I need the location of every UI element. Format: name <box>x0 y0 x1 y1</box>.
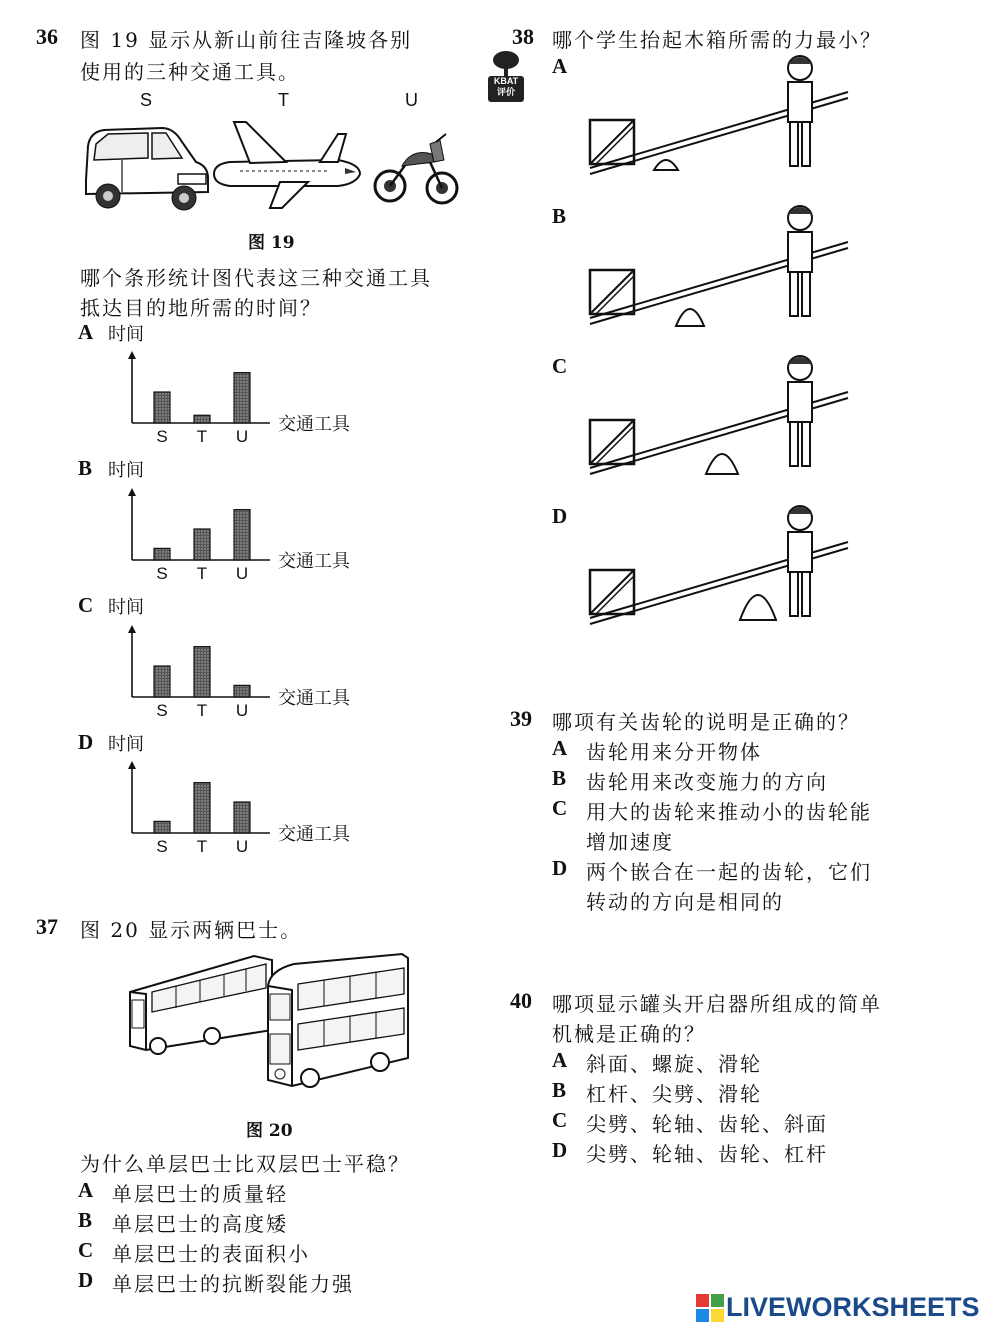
chart-y-axis-arrow <box>128 761 136 769</box>
q38-option-c-letter[interactable]: C <box>552 354 568 378</box>
q37-question: 为什么单层巴士比双层巴士平稳？ <box>80 1152 410 1176</box>
q38-option-d-letter[interactable]: D <box>552 504 568 528</box>
q36-chart-d-xlabel: 交通工具 <box>278 824 350 845</box>
liveworksheets-watermark[interactable]: LIVEWORKSHEETS <box>726 1292 980 1322</box>
tick-label-u: U <box>235 564 249 583</box>
q38-number: 38 <box>512 24 534 49</box>
q40-option-c-letter[interactable]: C <box>552 1108 568 1132</box>
q39-stem: 哪项有关齿轮的说明是正确的？ <box>552 710 860 734</box>
q36-option-c-letter[interactable]: C <box>78 593 94 617</box>
q36-chart-c-xlabel: 交通工具 <box>278 688 350 709</box>
buses-illustration <box>124 950 424 1095</box>
q39-option-b-letter[interactable]: B <box>552 766 567 790</box>
tick-label-u: U <box>235 701 249 720</box>
q40-option-d-letter[interactable]: D <box>552 1138 568 1162</box>
q36-chart-b-ylabel: 时间 <box>108 460 144 481</box>
q38-option-b-lever[interactable] <box>580 200 850 335</box>
q37-option-a-letter[interactable]: A <box>78 1178 94 1202</box>
q37-option-d-letter[interactable]: D <box>78 1268 94 1292</box>
kbat-label: KBAT <box>493 76 519 86</box>
bar-t <box>194 529 210 560</box>
q37-option-a-text[interactable]: 单层巴士的质量轻 <box>112 1182 288 1206</box>
q38-option-b-letter[interactable]: B <box>552 204 567 228</box>
bar-s <box>154 666 170 697</box>
q37-number: 37 <box>36 914 58 939</box>
tree-icon <box>492 50 520 76</box>
chart-y-axis-arrow <box>128 351 136 359</box>
q39-number: 39 <box>510 706 532 731</box>
q36-option-a-letter[interactable]: A <box>78 320 94 344</box>
bar-t <box>194 783 210 833</box>
q40-number: 40 <box>510 988 532 1013</box>
q39-option-b-text[interactable]: 齿轮用来改变施力的方向 <box>586 770 828 794</box>
q36-chart-a-ylabel: 时间 <box>108 324 144 345</box>
q40-option-b-letter[interactable]: B <box>552 1078 567 1102</box>
q39-option-c-text-line2[interactable]: 增加速度 <box>586 830 674 854</box>
q39-option-d-text-line2[interactable]: 转动的方向是相同的 <box>586 890 784 914</box>
q36-option-b-letter[interactable]: B <box>78 456 93 480</box>
q39-option-d-text-line1[interactable]: 两个嵌合在一起的齿轮，它们 <box>586 860 872 884</box>
tick-label-t: T <box>196 701 208 720</box>
bar-u <box>234 685 250 697</box>
q40-stem-line1: 哪项显示罐头开启器所组成的简单 <box>552 992 882 1016</box>
bar-u <box>234 802 250 833</box>
tick-label-t: T <box>196 427 208 446</box>
bar-u <box>234 373 250 423</box>
bar-s <box>154 548 170 560</box>
bar-s <box>154 821 170 833</box>
q40-stem-line2: 机械是正确的？ <box>552 1022 706 1046</box>
bar-u <box>234 510 250 560</box>
tick-label-u: U <box>235 837 249 856</box>
q36-chart-a-xlabel: 交通工具 <box>278 414 350 435</box>
tick-label-s: S <box>156 564 168 583</box>
q40-option-a-letter[interactable]: A <box>552 1048 568 1072</box>
q36-chart-d[interactable] <box>120 755 280 860</box>
q36-stem-line1: 图 19 显示从新山前往吉隆坡各别 <box>80 28 413 52</box>
q36-chart-c-ylabel: 时间 <box>108 597 144 618</box>
q40-option-d-text[interactable]: 尖劈、轮轴、齿轮、杠杆 <box>586 1142 828 1166</box>
tick-label-s: S <box>156 837 168 856</box>
q36-chart-b-xlabel: 交通工具 <box>278 551 350 572</box>
kbat-badge <box>488 50 524 110</box>
chart-y-axis-arrow <box>128 625 136 633</box>
q40-option-a-text[interactable]: 斜面、螺旋、滑轮 <box>586 1052 762 1076</box>
motorcycle-illustration <box>372 130 462 210</box>
liveworksheets-logo-icon <box>696 1294 724 1322</box>
q36-option-d-letter[interactable]: D <box>78 730 94 754</box>
q38-option-d-lever[interactable] <box>580 500 850 635</box>
figure-20-caption: 图 20 <box>246 1121 293 1141</box>
q36-chart-b[interactable] <box>120 482 280 587</box>
vehicle-label-s: S <box>140 90 153 110</box>
q37-option-c-letter[interactable]: C <box>78 1238 94 1262</box>
tick-label-t: T <box>196 564 208 583</box>
q36-question-line2: 抵达目的地所需的时间？ <box>80 296 322 320</box>
airplane-illustration <box>210 116 365 211</box>
vehicle-label-u: U <box>405 90 418 110</box>
q37-option-b-letter[interactable]: B <box>78 1208 93 1232</box>
q36-chart-a[interactable] <box>120 345 280 450</box>
vehicle-label-t: T <box>278 90 289 110</box>
q36-number: 36 <box>36 24 58 49</box>
q38-option-a-letter[interactable]: A <box>552 54 568 78</box>
q38-stem: 哪个学生抬起木箱所需的力最小？ <box>552 28 882 52</box>
q37-option-b-text[interactable]: 单层巴士的高度矮 <box>112 1212 288 1236</box>
tick-label-t: T <box>196 837 208 856</box>
q39-option-c-text-line1[interactable]: 用大的齿轮来推动小的齿轮能 <box>586 800 872 824</box>
q40-option-c-text[interactable]: 尖劈、轮轴、齿轮、斜面 <box>586 1112 828 1136</box>
car-illustration <box>78 118 213 213</box>
q38-option-c-lever[interactable] <box>580 350 850 485</box>
q36-stem-line2: 使用的三种交通工具。 <box>80 60 300 84</box>
q37-option-d-text[interactable]: 单层巴士的抗断裂能力强 <box>112 1272 354 1296</box>
q36-chart-c[interactable] <box>120 619 280 724</box>
tick-label-s: S <box>156 701 168 720</box>
q40-option-b-text[interactable]: 杠杆、尖劈、滑轮 <box>586 1082 762 1106</box>
q36-question-line1: 哪个条形统计图代表这三种交通工具 <box>80 266 432 290</box>
chart-y-axis-arrow <box>128 488 136 496</box>
q38-option-a-lever[interactable] <box>580 50 850 185</box>
figure-19-caption: 图 19 <box>248 233 295 253</box>
q39-option-c-letter[interactable]: C <box>552 796 568 820</box>
bar-t <box>194 647 210 697</box>
tick-label-u: U <box>235 427 249 446</box>
q39-option-d-letter[interactable]: D <box>552 856 568 880</box>
tick-label-s: S <box>156 427 168 446</box>
q39-option-a-text[interactable]: 齿轮用来分开物体 <box>586 740 762 764</box>
q36-chart-d-ylabel: 时间 <box>108 734 144 755</box>
kbat-sub-label: 评价 <box>496 87 515 97</box>
q37-stem: 图 20 显示两辆巴士。 <box>80 918 303 942</box>
bar-s <box>154 392 170 423</box>
q39-option-a-letter[interactable]: A <box>552 736 568 760</box>
q37-option-c-text[interactable]: 单层巴士的表面积小 <box>112 1242 310 1266</box>
bar-t <box>194 415 210 423</box>
